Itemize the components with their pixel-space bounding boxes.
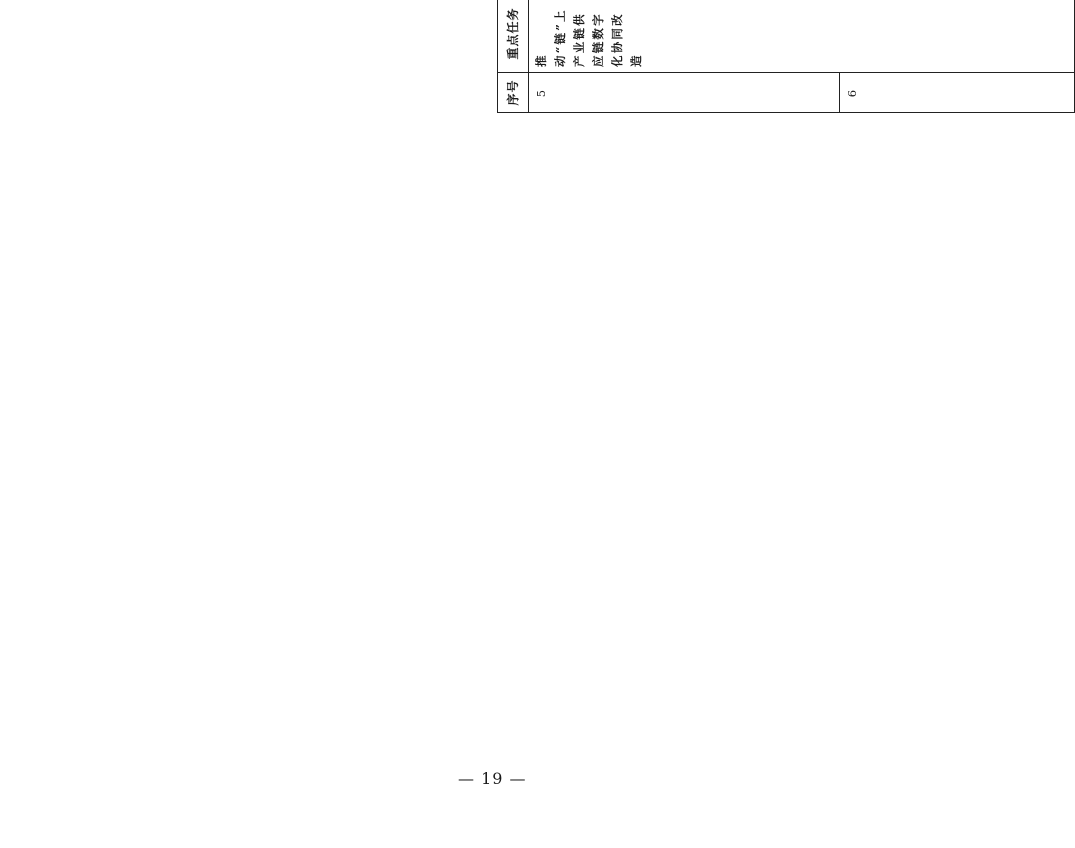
- row-seq: 5: [529, 73, 840, 113]
- page-number: — 19 —: [458, 769, 527, 788]
- header-task: 重点任务: [498, 0, 529, 73]
- rotated-table-container: [497, 0, 910, 113]
- task-table: [497, 0, 1075, 113]
- table-header-row: [498, 0, 529, 113]
- table-row: [529, 0, 688, 113]
- header-seq: 序号: [498, 73, 529, 113]
- row-seq: 6: [840, 73, 1075, 113]
- row-task: 推动“链”上产业链供应链数字化协同改造: [529, 0, 1075, 73]
